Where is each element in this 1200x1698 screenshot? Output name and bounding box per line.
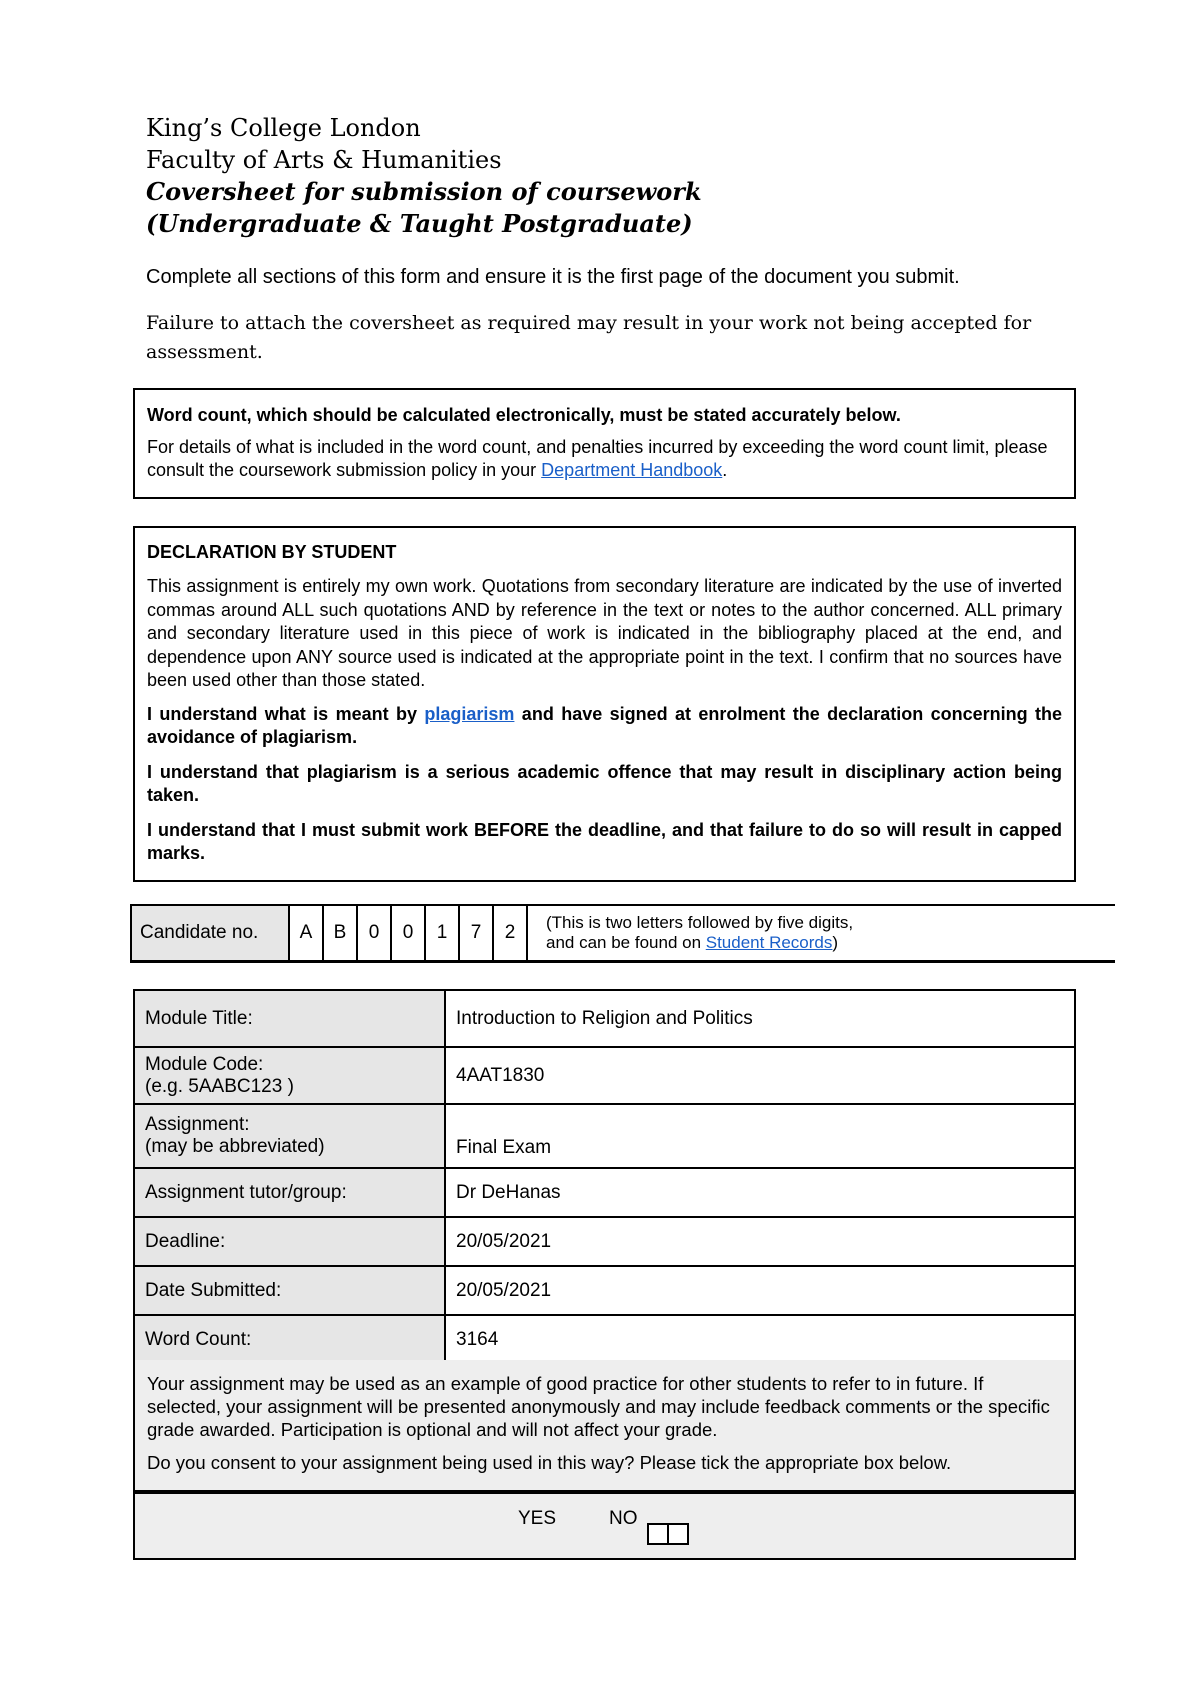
candidate-digit[interactable]: 0 — [392, 906, 426, 960]
table-row — [134, 1104, 1075, 1168]
institution-name: King’s College London — [146, 114, 421, 142]
date-submitted-label: Date Submitted: — [134, 1266, 445, 1315]
declaration-title: DECLARATION BY STUDENT — [147, 542, 397, 562]
declaration-paragraph: This assignment is entirely my own work. Quotations from secondary literature are indicated by the use of inverted commas around ALL such quotations AND by reference in the text or notes to the author concerned. ALL primary and secondary literature used in this piece of work is indicated in the bibliography placed at the end, and dependence upon ANY source used is indicated at the appropriate point in the text. I confirm that no sources have been used other than those stated. — [147, 576, 1062, 690]
candidate-note-line1: (This is two letters followed by five digits, — [546, 913, 854, 932]
candidate-digit[interactable]: 7 — [460, 906, 494, 960]
tutor-label: Assignment tutor/group: — [134, 1168, 445, 1217]
declaration-plagiarism-statement — [147, 703, 1062, 750]
form-title: Coversheet for submission of coursework — [146, 177, 702, 206]
candidate-digit[interactable]: B — [324, 906, 358, 960]
consent-options — [133, 1492, 1076, 1560]
candidate-number-note — [528, 906, 853, 960]
table-row — [134, 1217, 1075, 1266]
assignment-value-text: Final Exam — [456, 1137, 552, 1158]
table-row — [134, 990, 1075, 1047]
tutor-value[interactable]: Dr DeHanas — [445, 1168, 1075, 1217]
module-code-hint: (e.g. 5AABC123 ) — [145, 1075, 294, 1097]
faculty-name: Faculty of Arts & Humanities — [146, 146, 502, 174]
module-info-table — [133, 989, 1076, 1365]
word-count-notice-body: For details of what is included in the word count, and penalties incurred by exceeding the word count limit, please consult the coursework submission policy in your — [147, 437, 1048, 480]
consent-explanation: Your assignment may be used as an example of good practice for other students to refer to in future. If selected, your assignment will be presented anonymously and may include feedback comments or the specific grade awarded. Participation is optional and will not affect your grade. — [147, 1373, 1050, 1440]
declaration-statement-start: I understand what is meant by — [147, 703, 425, 724]
candidate-number-row — [130, 904, 1115, 963]
candidate-note-text: and can be found on — [546, 933, 706, 952]
deadline-value[interactable]: 20/05/2021 — [445, 1217, 1075, 1266]
consent-question: Do you consent to your assignment being used in this way? Please tick the appropriate box below. — [147, 1452, 952, 1473]
candidate-number-label: Candidate no. — [132, 906, 290, 960]
date-submitted-value[interactable]: 20/05/2021 — [445, 1266, 1075, 1315]
module-code-value[interactable]: 4AAT1830 — [445, 1047, 1075, 1104]
word-count-label: Word Count: — [134, 1315, 445, 1364]
declaration-statement-end: and have signed at enrolment the declaration concerning the avoidance of plagiarism. — [147, 703, 1062, 747]
student-records-link[interactable]: Student Records — [705, 933, 833, 952]
candidate-note-end: ) — [832, 933, 839, 952]
deadline-label: Deadline: — [134, 1217, 445, 1266]
candidate-digit[interactable]: 0 — [358, 906, 392, 960]
assignment-hint: (may be abbreviated) — [145, 1136, 325, 1157]
consent-section — [133, 1360, 1076, 1492]
candidate-digit[interactable]: 1 — [426, 906, 460, 960]
yes-checkbox[interactable] — [647, 1523, 669, 1545]
form-subtitle: (Undergraduate & Taught Postgraduate) — [146, 209, 693, 238]
assignment-value[interactable] — [445, 1104, 1075, 1168]
document-heading — [146, 112, 702, 240]
no-label: NO — [609, 1508, 638, 1529]
table-row — [134, 1315, 1075, 1364]
candidate-digit[interactable]: 2 — [494, 906, 528, 960]
module-code-label — [134, 1047, 445, 1104]
yes-label: YES — [518, 1508, 557, 1529]
declaration-box — [133, 526, 1076, 882]
department-handbook-link[interactable]: Department Handbook — [541, 460, 723, 480]
assignment-label-text: Assignment: — [145, 1114, 250, 1135]
module-title-label: Module Title: — [134, 990, 445, 1047]
assignment-label — [134, 1104, 445, 1168]
table-row — [134, 1266, 1075, 1315]
module-title-value[interactable]: Introduction to Religion and Politics — [445, 990, 1075, 1047]
declaration-offence-statement: I understand that plagiarism is a serious academic offence that may result in disciplinary action being taken. — [147, 761, 1062, 805]
word-count-value[interactable]: 3164 — [445, 1315, 1075, 1364]
declaration-deadline-statement: I understand that I must submit work BEFORE the deadline, and that failure to do so will result in capped marks. — [147, 819, 1062, 863]
intro-instruction: Complete all sections of this form and ensure it is the first page of the document you submit. — [146, 266, 960, 288]
word-count-notice-bold: Word count, which should be calculated electronically, must be stated accurately below. — [147, 405, 901, 425]
intro-warning: Failure to attach the coversheet as required may result in your work not being accepted for assessment. — [146, 312, 1032, 363]
candidate-digit[interactable]: A — [290, 906, 324, 960]
word-count-notice — [133, 388, 1076, 499]
module-code-label-text: Module Code: — [145, 1053, 264, 1075]
plagiarism-link[interactable]: plagiarism — [424, 703, 515, 724]
word-count-notice-text — [147, 436, 1062, 482]
word-count-notice-end: . — [722, 460, 728, 480]
candidate-note-line2 — [546, 933, 853, 953]
no-checkbox[interactable] — [667, 1523, 689, 1545]
table-row — [134, 1168, 1075, 1217]
table-row — [134, 1047, 1075, 1104]
